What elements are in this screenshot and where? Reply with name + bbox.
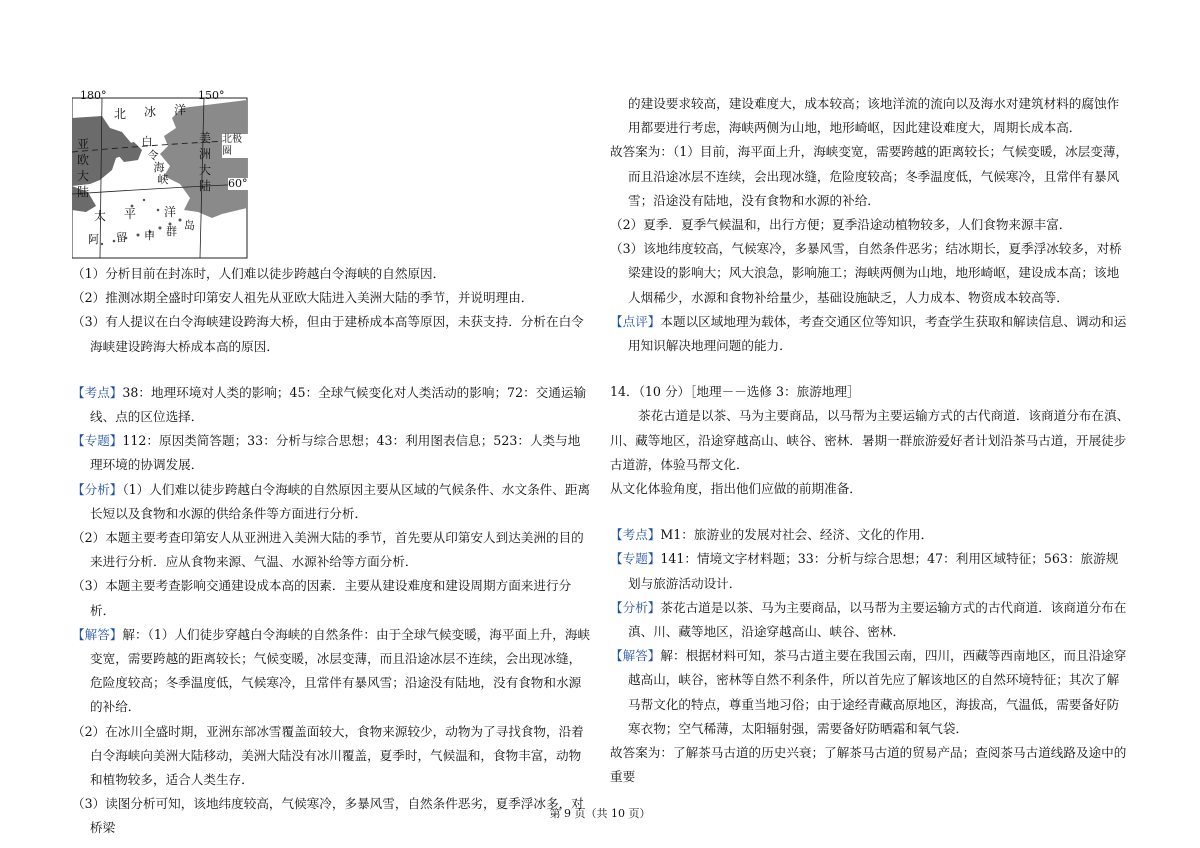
jieda-text-14: 解：根据材料可知，茶马古道主要在我国云南，四川，西藏等西南地区，而且沿途穿越高山，峡谷，密林等自然不利条件，所以首先应了解该地区的自然环境特征；其次了解马帮文化的特点，尊重当地习俗；由于途经青藏高原地区，海拔高，气温低，需要备好防寒衣物；空气稀薄，太阳辐射强，需要备好防晒霜和氧气袋． [628,648,1127,736]
fenxi-para-3: （3）本题主要考查影响交通建设成本高的因素．主要从建设难度和建设周期方面来进行分析． [72,578,572,618]
bering-label-4: 峡 [157,173,169,186]
right-column [610,92,1130,789]
answer-2-para: （2）夏季．夏季气候温和，出行方便；夏季沿途动植物较多，人们食物来源丰富． [610,217,1072,233]
bering-label-3: 海 [153,161,165,174]
asia-label-3: 大 [76,169,89,183]
zhuanti-text: 112：原因类简答题；33：分析与综合思想；43：利用图表信息；523：人类与地理环境的协调发展． [90,433,581,473]
question-2: （2）推测冰期全盛时印第安人祖先从亚欧大陆进入美洲大陆的季节，并说明理由． [72,290,534,306]
fenxi-para [72,478,592,526]
jieda-para [72,623,592,720]
answer-1-para: 故答案为：（1）目前，海平面上升，海峡变宽，需要跨越的距离较长；气候变暖，冰层变薄，而且沿途冰层不连续，会出现冰缝，危险度较高；冬季温度低，气候寒冷，且常伴有暴风雪；沿途没有陆地，没有食物和水源的补给． [610,144,1129,208]
bering-strait-map [72,88,250,260]
question-1: （1）分析目前在封冻时，人们难以徒步跨越白令海峡的自然原因． [72,266,446,281]
continuation-para: 的建设要求较高，建设难度大，成本较高；该地洋流的流向以及海水对建筑材料的腐蚀作用都要进行考虑，海峡两侧为山地，地形崎岖，因此建设难度大，周期长成本高． [628,96,1120,136]
arctic-ocean-char-1: 北 [114,107,127,121]
question-14-ask: 从文化体验角度，指出他们应做的前期准备． [610,481,862,497]
america-label-1: 美 [198,131,211,145]
zhuanti-tag-14: 【专题】 [610,551,661,567]
lon-150-label: 150° [198,89,225,102]
aleutian-char-2: 留 [116,231,127,244]
fenxi-para-14 [610,596,1130,644]
pacific-char-3: 洋 [164,205,177,219]
fenxi-para-2: （2）本题主要考查印第安人从亚洲进入美洲大陆的季节，首先要从印第安人到达美洲的目的来进行分析．应从食物来源、气温、水源补给等方面分析． [72,530,584,570]
lat-60-label: 60° [228,177,248,190]
page-footer: 第 9 页（共 10 页） [549,807,651,820]
zhuanti-para [72,429,592,477]
aleutian-char-5: 岛 [184,219,195,232]
kaodian-para-14 [610,523,1130,547]
kaodian-tag-14: 【考点】 [610,527,661,543]
kaodian-text-14: M1：旅游业的发展对社会、经济、文化的作用． [660,527,934,543]
asia-label-1: 亚 [76,137,89,151]
fenxi-text-14: 茶花古道是以茶、马为主要商品，以马帮为主要运输方式的古代商道．该商道分布在滇、川、藏等地区，沿途穿越高山、峡谷、密林． [628,599,1127,640]
dianping-text: 本题以区域地理为载体，考查交通区位等知识，考查学生获取和解读信息、调动和运用知识解决地理问题的能力． [628,313,1127,354]
aleutian-char-1: 阿 [88,233,99,246]
zhuanti-text-14: 141：情境文字材料题；33：分析与综合思想；47：利用区域特征；563：旅游规划与旅游活动设计． [628,551,1119,591]
question-3: （3）有人提议在白令海峡建设跨海大桥，但由于建桥成本高等原因，未获支持．分析在白令海峡建设跨海大桥成本高的原因． [72,314,584,354]
fenxi-tag-14: 【分析】 [610,599,661,615]
jieda-tag-14: 【解答】 [610,648,661,664]
pacific-char-1: 太 [94,209,107,223]
dianping-para [610,310,1130,358]
kaodian-tag: 【考点】 [72,384,123,400]
bering-label-2: 令 [147,149,159,162]
arctic-ocean-char-3: 洋 [174,103,187,117]
jieda-tag: 【解答】 [72,626,123,642]
aleutian-char-4: 群 [166,225,177,238]
bering-label-1: 白 [141,135,153,148]
pacific-char-2: 平 [124,207,137,221]
jieda-para-14 [610,644,1130,741]
fenxi-tag: 【分析】 [72,481,123,497]
aleutian-char-3: 申 [144,229,155,242]
jieda-para-2: （2）在冰川全盛时期，亚洲东部冰雪覆盖面较大，食物来源较少，动物为了寻找食物，沿着白令海峡向美洲大陆移动，美洲大陆没有冰川覆盖，夏季时，气候温和，食物丰富，动物和植物较多，适合人类生存． [72,723,584,788]
left-column [72,88,592,841]
asia-label-4: 陆 [76,185,89,199]
zhuanti-para-14 [610,547,1130,595]
answer-14-para: 故答案为：了解茶马古道的历史兴衰；了解茶马古道的贸易产品；查阅茶马古道线路及途中的重要 [610,745,1127,785]
asia-label-2: 欧 [76,153,89,167]
america-label-4: 陆 [198,179,211,193]
kaodian-text: 38：地理环境对人类的影响；45：全球气候变化对人类活动的影响；72：交通运输线、点的区位选择． [90,384,587,425]
arctic-circle-label: 北极圈 [222,134,250,158]
answer-3-para: （3）该地纬度较高，气候寒冷，多暴风雪，自然条件恶劣；结冰期长，夏季浮冰较多，对桥梁建设的影响大；风大浪急，影响施工；海峡两侧为山地，地形崎岖，建设成本高；该地人烟稀少，水源和食物补给量少，基础设施缺乏，人力成本、物资成本较高等． [610,241,1122,305]
jieda-text: 解：（1）人们徒步穿越白令海峡的自然条件：由于全球气候变暖，海平面上升，海峡变宽，需要跨越的距离较长；气候变暖，冰层变薄，而且沿途冰层不连续，会出现冰缝，危险度较高；冬季温度低，气候寒冷，且常伴有暴风雪；沿途没有陆地，没有食物和水源的补给． [90,626,591,715]
arctic-ocean-char-2: 冰 [144,105,157,119]
dianping-tag: 【点评】 [610,313,661,329]
zhuanti-tag: 【专题】 [72,433,123,449]
fenxi-text: （1）人们难以徒步跨越白令海峡的自然原因主要从区域的气候条件、水文条件、距离长短以及食物和水源的供给条件等方面进行分析． [90,481,591,521]
america-label-2: 洲 [198,147,211,161]
question-14-body: 茶花古道是以茶、马为主要商品，以马帮为主要运输方式的古代商道．该商道分布在滇、川、藏等地区，沿途穿越高山、峡谷、密林．暑期一群旅游爱好者计划沿茶马古道，开展徒步古道游，体验马帮文化． [610,408,1130,472]
jieda-para-3: （3）读图分析可知，该地纬度较高，气候寒冷，多暴风雪，自然条件恶劣，夏季浮冰多，对桥梁 [72,796,584,836]
question-14-heading: 14．（10 分）［地理－－选修 3：旅游地理］ [610,384,860,400]
lon-180-label: 180° [80,89,107,102]
kaodian-para [72,381,592,429]
america-label-3: 大 [198,163,211,177]
